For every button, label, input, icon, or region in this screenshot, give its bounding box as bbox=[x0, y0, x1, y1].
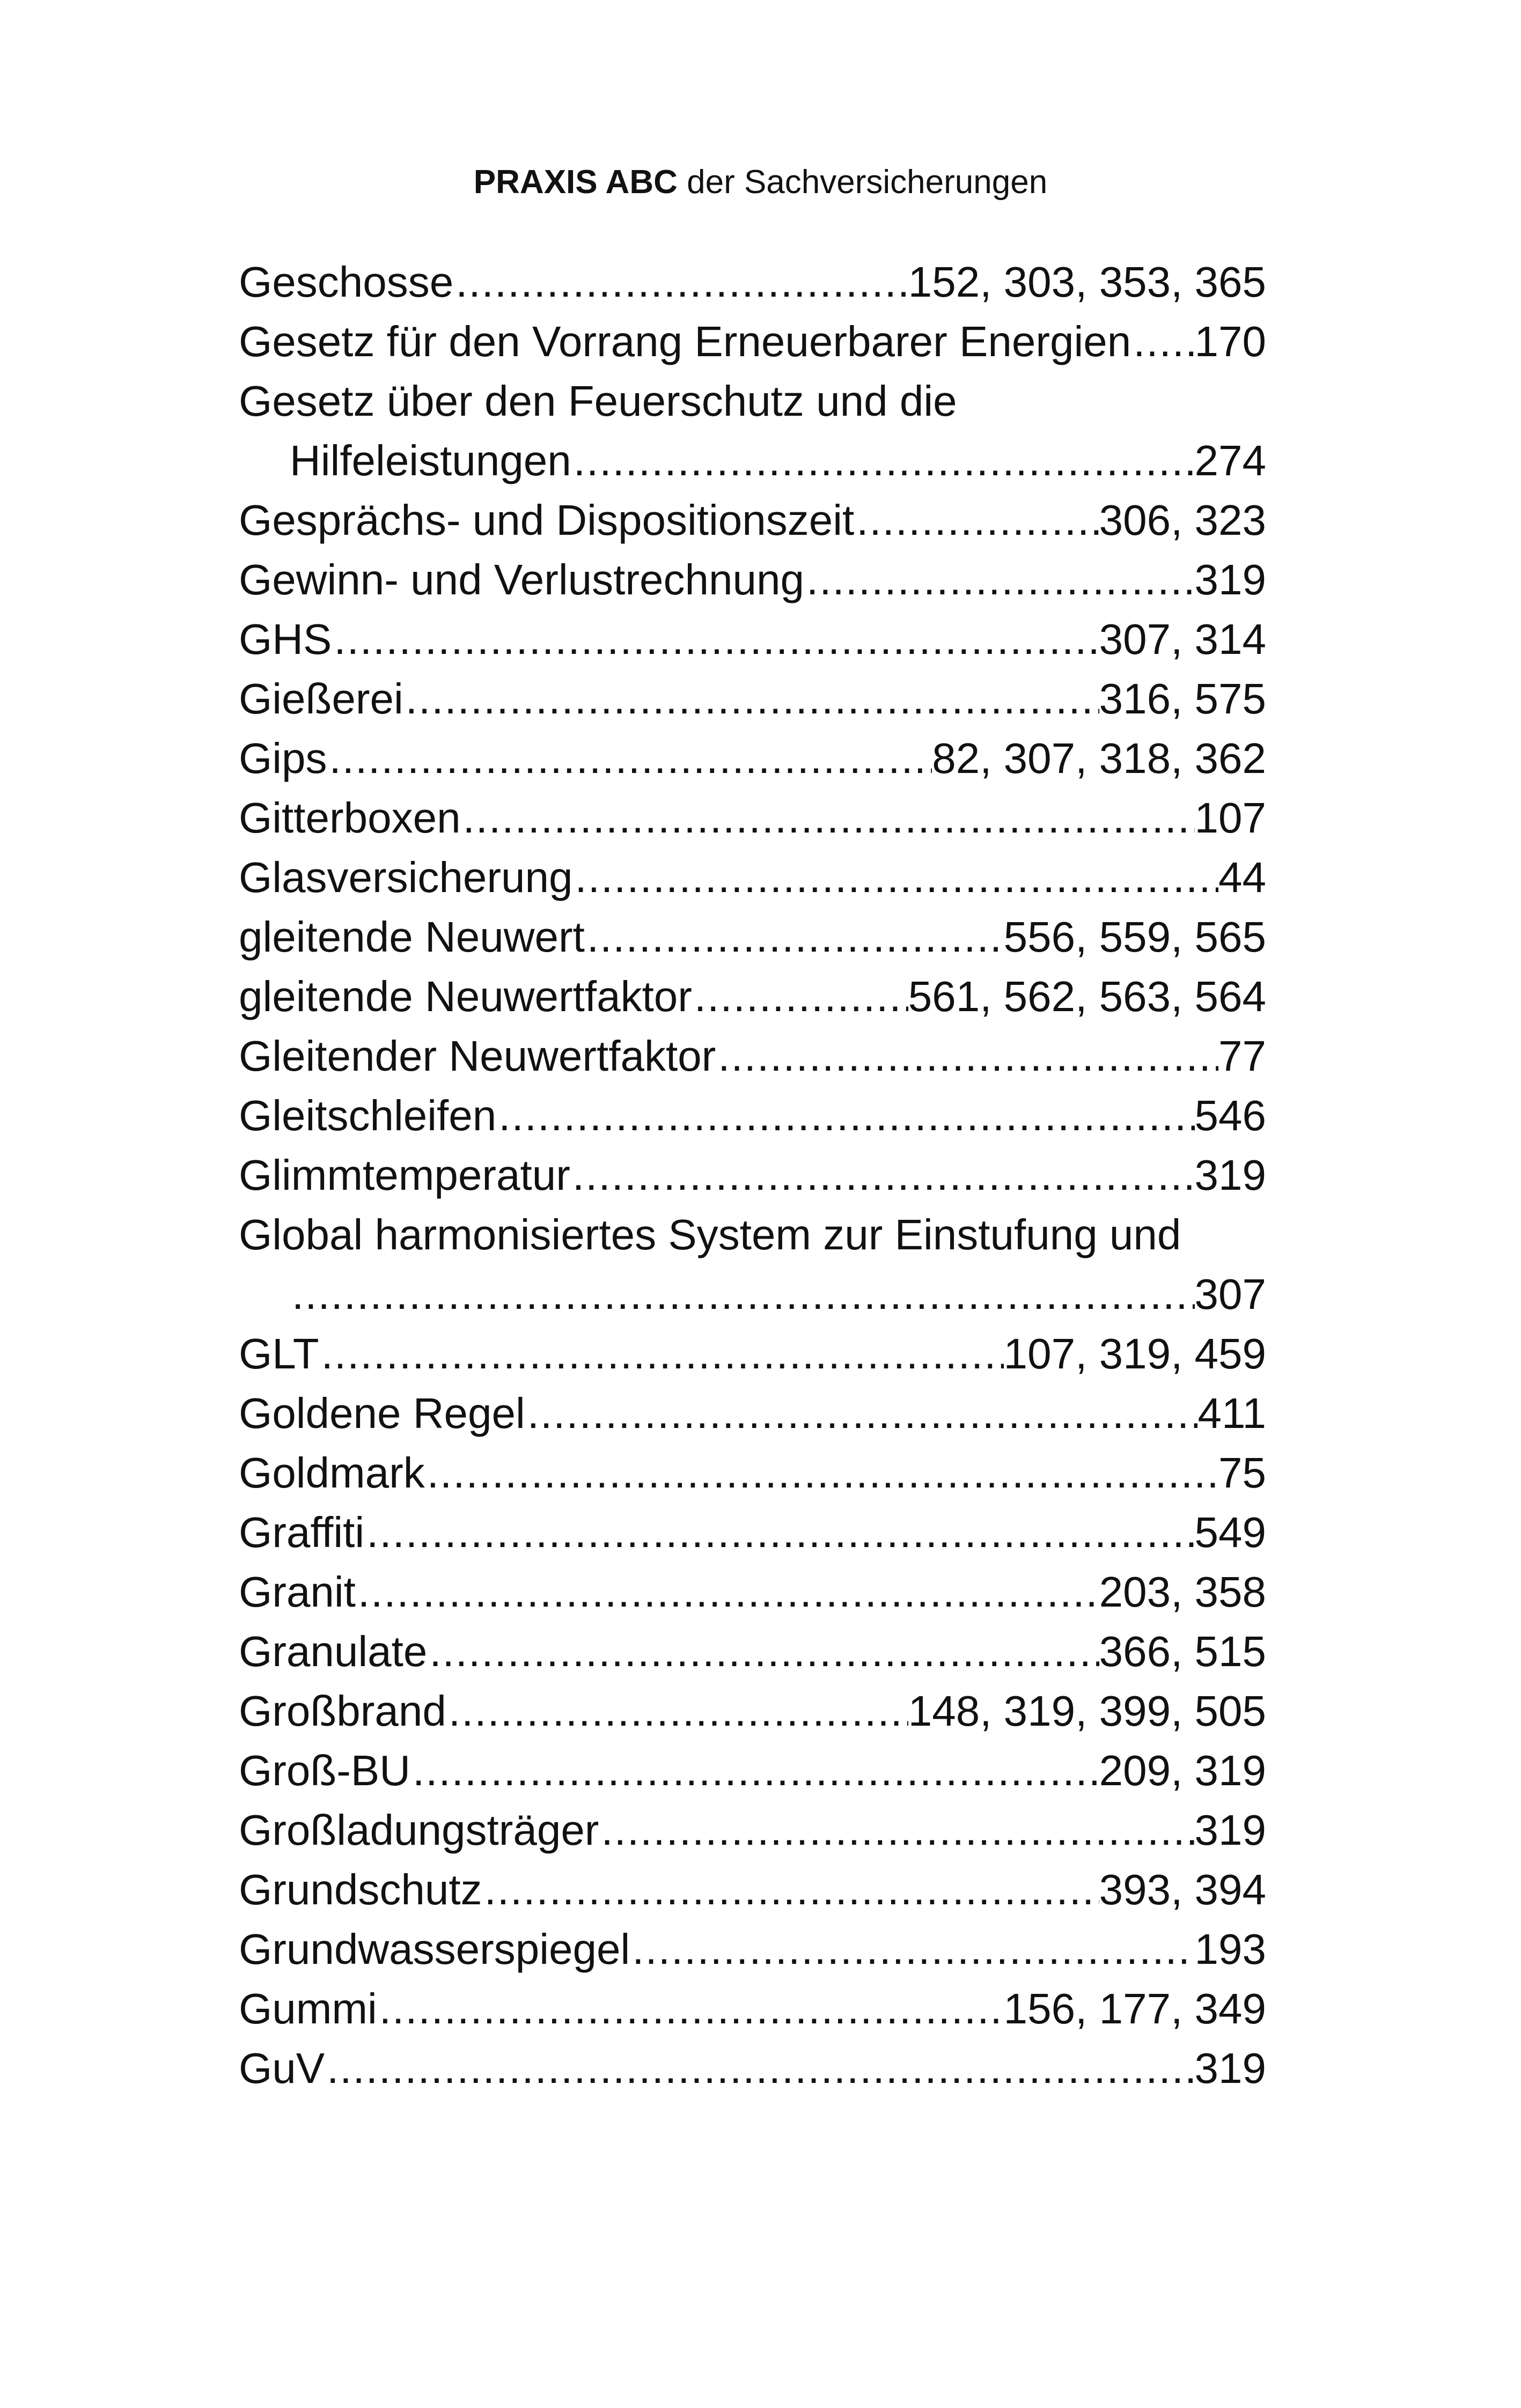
index-entry bbox=[239, 788, 1266, 848]
page-numbers: 44 bbox=[1218, 853, 1266, 901]
index-entry bbox=[239, 312, 1266, 371]
page-numbers: 319 bbox=[1194, 556, 1266, 603]
index-term: GuV bbox=[239, 2044, 325, 2092]
dot-leader bbox=[410, 1741, 1099, 1800]
dot-leader bbox=[461, 788, 1195, 848]
page-numbers: 152, 303, 353, 365 bbox=[908, 258, 1266, 306]
dot-leader bbox=[453, 252, 908, 312]
index-term: Global harmonisiertes System zur Einstufung und bbox=[239, 1211, 1181, 1258]
index-entry bbox=[239, 1324, 1266, 1383]
dot-leader bbox=[525, 1383, 1198, 1443]
index-term: Gesetz über den Feuerschutz und die bbox=[239, 377, 957, 425]
page-numbers: 306, 323 bbox=[1099, 496, 1266, 544]
index-term: gleitende Neuwert bbox=[239, 913, 585, 961]
page-numbers: 209, 319 bbox=[1099, 1747, 1266, 1794]
dot-leader bbox=[427, 1622, 1099, 1681]
index-entry bbox=[239, 907, 1266, 967]
index-term: Großbrand bbox=[239, 1687, 446, 1735]
dot-leader bbox=[403, 669, 1099, 728]
page-numbers: 316, 575 bbox=[1099, 675, 1266, 723]
dot-leader bbox=[854, 490, 1099, 550]
dot-leader bbox=[599, 1800, 1194, 1860]
index-term: Hilfeleistungen bbox=[290, 437, 571, 484]
index-term: Goldmark bbox=[239, 1449, 425, 1497]
index-term: Gleitender Neuwertfaktor bbox=[239, 1032, 716, 1080]
page-numbers: 77 bbox=[1218, 1032, 1266, 1080]
index-term: Grundwasserspiegel bbox=[239, 1925, 630, 1973]
index-term: Graffiti bbox=[239, 1508, 365, 1556]
index-entry bbox=[239, 2038, 1266, 2098]
dot-leader bbox=[446, 1681, 908, 1741]
index-entry bbox=[239, 1086, 1266, 1145]
index-term: GHS bbox=[239, 615, 332, 663]
page-numbers: 319 bbox=[1194, 1806, 1266, 1854]
index-entry bbox=[239, 490, 1266, 550]
index-entry-continuation bbox=[239, 431, 1266, 490]
index-term: Gleitschleifen bbox=[239, 1092, 497, 1139]
dot-leader bbox=[585, 907, 1004, 967]
index-term: Gießerei bbox=[239, 675, 403, 723]
dot-leader bbox=[482, 1860, 1099, 1919]
dot-leader bbox=[290, 1264, 1195, 1324]
page-numbers: 75 bbox=[1218, 1449, 1266, 1497]
page-numbers: 107, 319, 459 bbox=[1003, 1330, 1266, 1378]
index-entry bbox=[239, 1741, 1266, 1800]
dot-leader bbox=[319, 1324, 1004, 1383]
index-entry-continuation bbox=[239, 1264, 1266, 1324]
index-term: Granit bbox=[239, 1568, 356, 1616]
index-entry bbox=[239, 1681, 1266, 1741]
index-term: gleitende Neuwertfaktor bbox=[239, 973, 692, 1020]
index-entry bbox=[239, 1205, 1266, 1264]
page-numbers: 170 bbox=[1194, 318, 1266, 365]
index-entry bbox=[239, 728, 1266, 788]
page-numbers: 203, 358 bbox=[1099, 1568, 1266, 1616]
index-term: Groß-BU bbox=[239, 1747, 410, 1794]
index-term: GLT bbox=[239, 1330, 319, 1378]
index-term: Grundschutz bbox=[239, 1866, 482, 1913]
index-term: Glasversicherung bbox=[239, 853, 573, 901]
index-entry bbox=[239, 1979, 1266, 2038]
page-numbers: 148, 319, 399, 505 bbox=[908, 1687, 1266, 1735]
index-term: Gewinn- und Verlustrechnung bbox=[239, 556, 804, 603]
dot-leader bbox=[325, 2038, 1194, 2098]
page-numbers: 156, 177, 349 bbox=[1003, 1985, 1266, 2033]
page-numbers: 393, 394 bbox=[1099, 1866, 1266, 1913]
index-entry bbox=[239, 1919, 1266, 1979]
dot-leader bbox=[692, 967, 908, 1026]
page-numbers: 193 bbox=[1194, 1925, 1266, 1973]
index-entry bbox=[239, 252, 1266, 312]
page-numbers: 411 bbox=[1197, 1389, 1266, 1437]
index-term: Gesprächs- und Dispositionszeit bbox=[239, 496, 855, 544]
dot-leader bbox=[496, 1086, 1194, 1145]
index-entry bbox=[239, 1800, 1266, 1860]
dot-leader bbox=[364, 1503, 1194, 1562]
index-entry bbox=[239, 1026, 1266, 1086]
index-entry bbox=[239, 848, 1266, 907]
page-numbers: 82, 307, 318, 362 bbox=[932, 734, 1266, 782]
page-numbers: 307 bbox=[1194, 1270, 1266, 1318]
index-entry bbox=[239, 371, 1266, 431]
book-title: PRAXIS ABC bbox=[473, 164, 678, 201]
index-entry bbox=[239, 1622, 1266, 1681]
index-entry bbox=[239, 609, 1266, 669]
page-numbers: 561, 562, 563, 564 bbox=[908, 973, 1266, 1020]
page-numbers: 307, 314 bbox=[1099, 615, 1266, 663]
dot-leader bbox=[630, 1919, 1194, 1979]
index-term: Goldene Regel bbox=[239, 1389, 525, 1437]
page-numbers: 549 bbox=[1194, 1508, 1266, 1556]
index-entry bbox=[239, 1383, 1266, 1443]
index-entry bbox=[239, 967, 1266, 1026]
dot-leader bbox=[804, 550, 1195, 609]
page-numbers: 546 bbox=[1194, 1092, 1266, 1139]
dot-leader bbox=[573, 848, 1219, 907]
index-term: Gummi bbox=[239, 1985, 377, 2033]
dot-leader bbox=[571, 431, 1195, 490]
page-numbers: 319 bbox=[1194, 1151, 1266, 1199]
page-numbers: 366, 515 bbox=[1099, 1628, 1266, 1675]
index-term: Gips bbox=[239, 734, 327, 782]
dot-leader bbox=[332, 609, 1099, 669]
index-entry bbox=[239, 1443, 1266, 1503]
index-entry bbox=[239, 1562, 1266, 1622]
dot-leader bbox=[356, 1562, 1099, 1622]
index-list bbox=[239, 252, 1266, 2098]
index-term: Großladungsträger bbox=[239, 1806, 599, 1854]
dot-leader bbox=[716, 1026, 1218, 1086]
page-numbers: 556, 559, 565 bbox=[1003, 913, 1266, 961]
page-numbers: 274 bbox=[1194, 437, 1266, 484]
index-term: Granulate bbox=[239, 1628, 428, 1675]
page-numbers: 319 bbox=[1194, 2044, 1266, 2092]
index-entry bbox=[239, 669, 1266, 728]
index-term: Gesetz für den Vorrang Erneuerbarer Energien bbox=[239, 318, 1131, 365]
index-term: Geschosse bbox=[239, 258, 454, 306]
index-entry bbox=[239, 1503, 1266, 1562]
dot-leader bbox=[570, 1145, 1195, 1205]
index-term: Glimmtemperatur bbox=[239, 1151, 570, 1199]
book-subtitle: der Sachversicherungen bbox=[677, 164, 1048, 201]
index-entry bbox=[239, 550, 1266, 609]
dot-leader bbox=[425, 1443, 1218, 1503]
dot-leader bbox=[1131, 312, 1194, 371]
index-entry bbox=[239, 1860, 1266, 1919]
index-term: Gitterboxen bbox=[239, 794, 461, 842]
dot-leader bbox=[377, 1979, 1004, 2038]
page-numbers: 107 bbox=[1194, 794, 1266, 842]
index-entry bbox=[239, 1145, 1266, 1205]
page-header bbox=[0, 161, 1521, 204]
dot-leader bbox=[327, 728, 932, 788]
